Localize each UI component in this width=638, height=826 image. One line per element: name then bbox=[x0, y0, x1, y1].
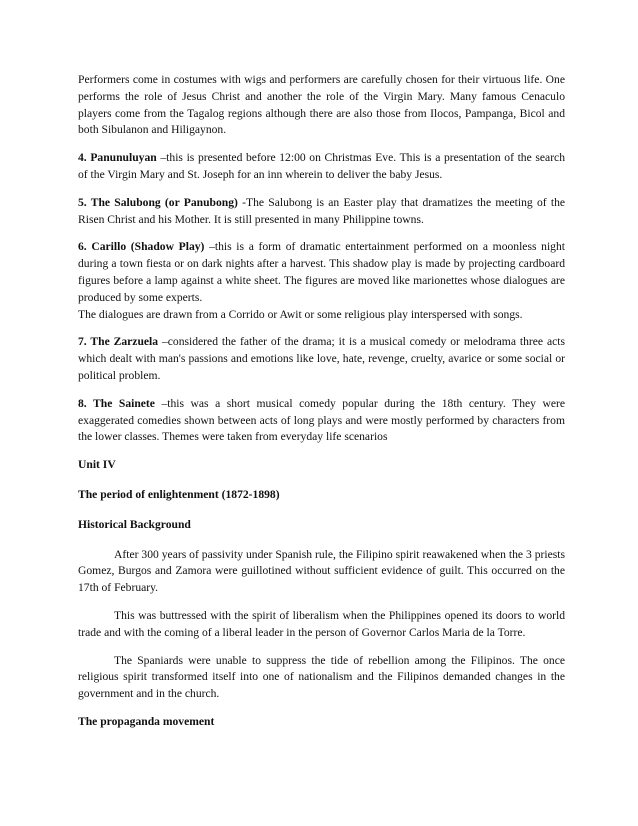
background-paragraph: This was buttressed with the spirit of liberalism when the Philippines opened its doors to world trade and with the coming of a liberal leader in the person of Governor Carlos Maria de la Torre. bbox=[78, 608, 565, 639]
propaganda-heading: The propaganda movement bbox=[78, 714, 215, 728]
item-lead: 6. Carillo (Shadow Play) bbox=[78, 240, 205, 254]
item-text: –considered the father of the drama; it is a musical comedy or melodrama three acts which dealt with man's passions and emotions like love, hate, revenge, cruelty, avarice or some social or political problem. bbox=[78, 335, 565, 382]
item-lead: 5. The Salubong (or Panubong) bbox=[78, 195, 238, 209]
background-paragraph: After 300 years of passivity under Spanish rule, the Filipino spirit reawakened when the 3 priests Gomez, Burgos and Zamora were guillotined without sufficient evidence of guilt. This occurred on the 17th of February. bbox=[78, 547, 565, 595]
unit-heading: Unit IV bbox=[78, 458, 116, 472]
item-text: –this is a form of dramatic entertainment performed on a moonless night during a town fiesta or on dark nights after a harvest. This shadow play is made by projecting cardboard figures before a lamp against a white sheet. The figures are moved like marionettes whose dialogues are produced by some experts. bbox=[78, 240, 565, 304]
item-zarzuela bbox=[78, 334, 565, 384]
item-lead: 4. Panunuluyan bbox=[78, 151, 157, 165]
item-text: –this was a short musical comedy popular during the 18th century. They were exaggerated comedies shown between acts of long plays and were mostly performed by characters from the lower classes. Themes were taken from everyday life scenarios bbox=[78, 396, 565, 444]
background-heading: Historical Background bbox=[78, 517, 191, 531]
background-paragraph: The Spaniards were unable to suppress the tide of rebellion among the Filipinos. The once religious spirit transformed itself into one of nationalism and the Filipinos demanded changes in the government and in the church. bbox=[78, 653, 565, 701]
item-lead: 7. The Zarzuela bbox=[78, 335, 159, 349]
item-sainete bbox=[78, 396, 565, 446]
item-text: -The Salubong is an Easter play that dramatizes the meeting of the Risen Christ and his Mother. It is still presented in many Philippine towns. bbox=[78, 195, 566, 226]
document-page bbox=[78, 72, 565, 744]
item-carillo bbox=[78, 239, 565, 306]
period-heading: The period of enlightenment (1872-1898) bbox=[78, 487, 280, 501]
item-lead: 8. The Sainete bbox=[78, 396, 155, 410]
item-panunuluyan bbox=[78, 150, 565, 184]
item-carillo-extra: The dialogues are drawn from a Corrido or Awit or some religious play interspersed with songs. bbox=[78, 307, 523, 321]
item-text: –this is presented before 12:00 on Christmas Eve. This is a presentation of the search of the Virgin Mary and St. Joseph for an inn wherein to deliver the baby Jesus. bbox=[78, 151, 565, 181]
intro-paragraph: Performers come in costumes with wigs and performers are carefully chosen for their virtuous life. One performs the role of Jesus Christ and another the role of the Virgin Mary. Many famous Cenaculo players come from the Tagalog regions although there are also those from Ilocos, Pampanga, Bicol and both Sibulanon and Hiligaynon. bbox=[78, 73, 565, 137]
item-salubong bbox=[78, 195, 565, 229]
